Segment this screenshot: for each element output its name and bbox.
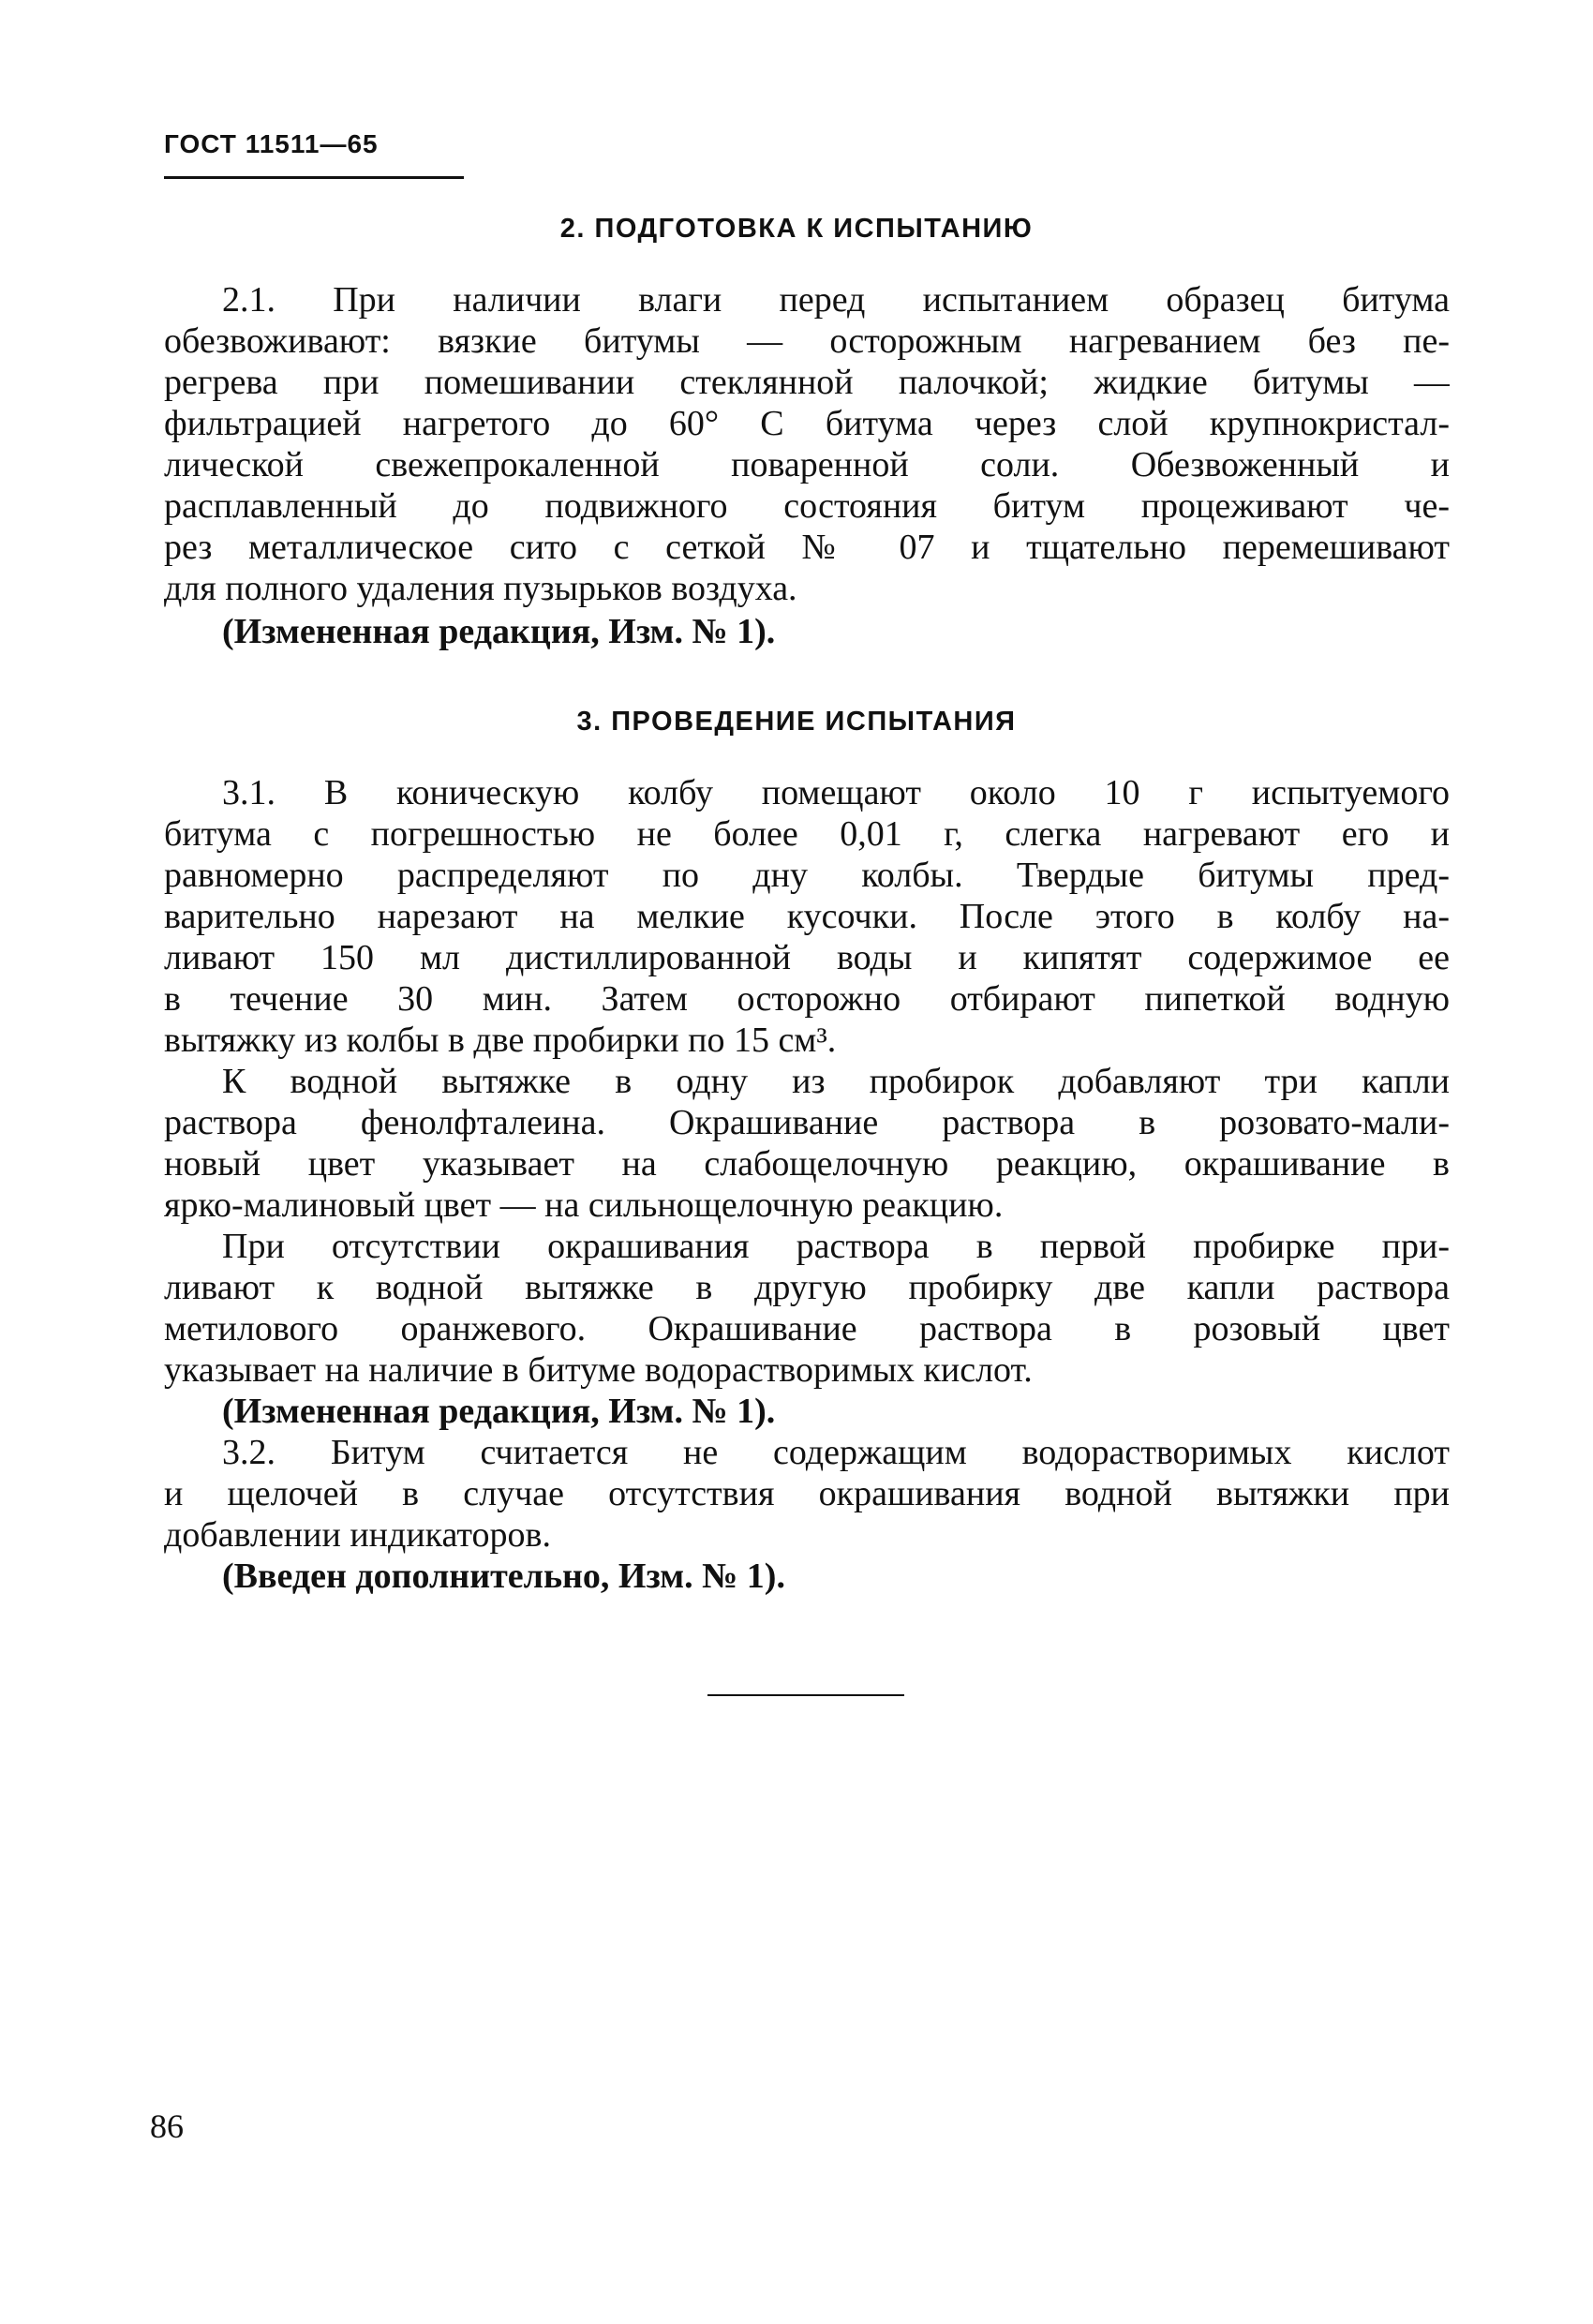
- text-line: К водной вытяжке в одну из пробирок добавляют три капли: [222, 1062, 1450, 1101]
- paragraph-3-2: [164, 1432, 1450, 1556]
- text-line: 3.1. В коническую колбу помещают около 10 г испытуемого: [222, 773, 1450, 812]
- standard-code: ГОСТ 11511—65: [164, 129, 379, 158]
- text-line: ливают к водной вытяжке в другую пробирку две капли раствора: [164, 1268, 1450, 1307]
- text-line: рез металлическое сито с сеткой № 07 и тщательно перемешивают: [164, 528, 1450, 567]
- paragraph-2-1: [164, 279, 1450, 609]
- text-line: новый цвет указывает на слабощелочную реакцию, окрашивание в: [164, 1144, 1450, 1184]
- section-2-heading: 2. ПОДГОТОВКА К ИСПЫТАНИЮ: [559, 214, 1034, 244]
- paragraph-3-1-phenolphthalein: [164, 1061, 1450, 1226]
- document-header: [164, 129, 379, 159]
- text-line: расплавленный до подвижного состояния битум процеживают че-: [164, 486, 1450, 526]
- text-line: метилового оранжевого. Окрашивание раствора в розовый цвет: [164, 1309, 1450, 1348]
- text-line: в течение 30 мин. Затем осторожно отбирают пипеткой водную: [164, 979, 1450, 1019]
- section-3-heading: 3. ПРОВЕДЕНИЕ ИСПЫТАНИЯ: [576, 707, 1017, 737]
- header-rule: [164, 176, 464, 179]
- text-line: для полного удаления пузырьков воздуха.: [164, 569, 797, 608]
- text-line: 2.1. При наличии влаги перед испытанием образец битума: [222, 280, 1450, 320]
- amendment-note: (Измененная редакция, Изм. № 1).: [222, 1392, 776, 1431]
- amendment-note: (Измененная редакция, Изм. № 1).: [222, 612, 776, 651]
- text-line: регрева при помешивании стеклянной палочкой; жидкие битумы —: [164, 363, 1450, 402]
- text-line: ярко-малиновый цвет — на сильнощелочную реакцию.: [164, 1185, 1004, 1225]
- text-line: обезвоживают: вязкие битумы — осторожным нагреванием без пе-: [164, 321, 1450, 361]
- amendment-note-3-2: [164, 1556, 1450, 1597]
- paragraph-3-1: [164, 772, 1450, 1061]
- amendment-note-2-1: [164, 611, 1450, 652]
- text-line: 3.2. Битум считается не содержащим водорастворимых кислот: [222, 1433, 1450, 1472]
- text-line: При отсутствии окрашивания раствора в первой пробирке при-: [222, 1227, 1450, 1266]
- paragraph-3-1-methyl-orange: [164, 1226, 1450, 1391]
- text-line: и щелочей в случае отсутствия окрашивания водной вытяжки при: [164, 1474, 1450, 1513]
- text-line: лической свежепрокаленной поваренной соли. Обезвоженный и: [164, 445, 1450, 484]
- text-line: ливают 150 мл дистиллированной воды и кипятят содержимое ее: [164, 938, 1450, 977]
- text-line: добавлении индикаторов.: [164, 1515, 551, 1555]
- text-line: фильтрацией нагретого до 60° С битума через слой крупнокристал-: [164, 404, 1450, 443]
- text-line: указывает на наличие в битуме водорастворимых кислот.: [164, 1350, 1033, 1390]
- text-line: равномерно распределяют по дну колбы. Твердые битумы пред-: [164, 856, 1450, 895]
- page-number: 86: [150, 2108, 184, 2145]
- text-line: битума с погрешностью не более 0,01 г, слегка нагревают его и: [164, 814, 1450, 854]
- text-line: вытяжку из колбы в две пробирки по 15 см³.: [164, 1020, 837, 1060]
- amendment-note: (Введен дополнительно, Изм. № 1).: [222, 1557, 785, 1596]
- text-line: раствора фенолфталеина. Окрашивание раствора в розовато-мали-: [164, 1103, 1450, 1142]
- text-line: варительно нарезают на мелкие кусочки. После этого в колбу на-: [164, 897, 1450, 936]
- amendment-note-3-1: [164, 1391, 1450, 1432]
- footer-rule: [707, 1694, 904, 1696]
